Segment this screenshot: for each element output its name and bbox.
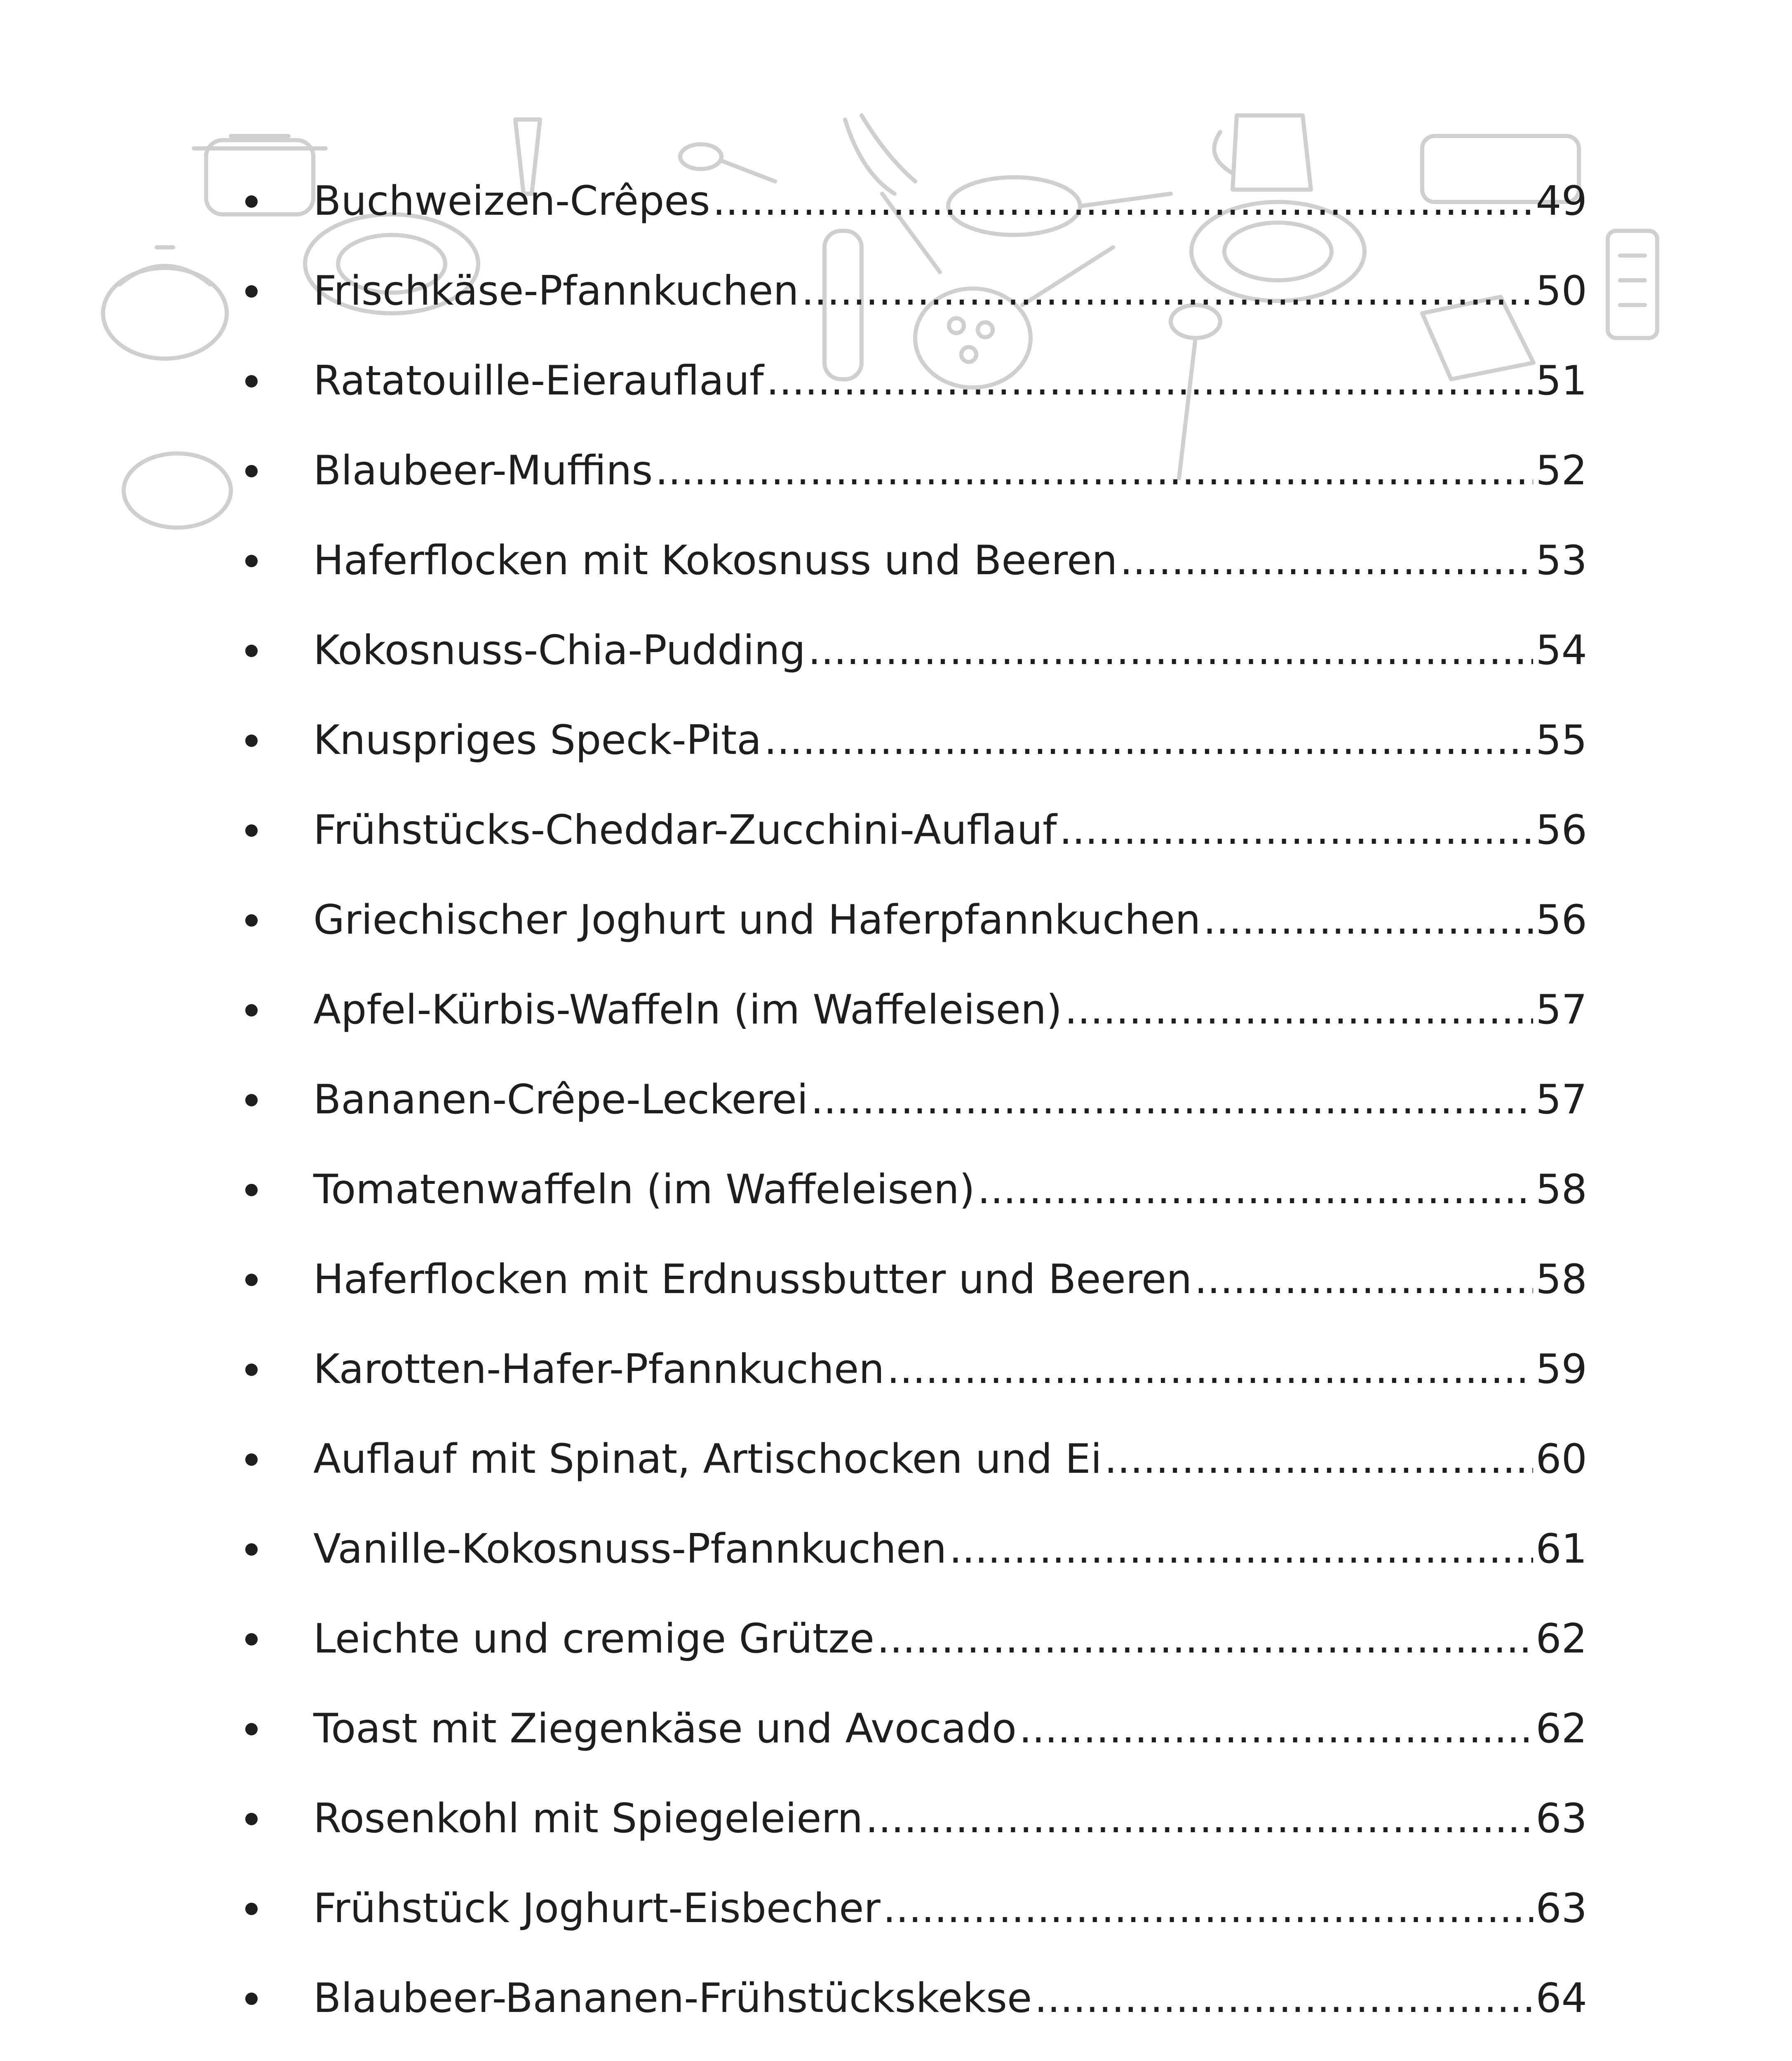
toc-entry[interactable] [231,606,1587,696]
toc-entry-line [313,1795,1587,1843]
dot-leader [764,716,1533,765]
toc-entry-title: Blaubeer-Bananen-Frühstückskekse [313,1975,1032,2022]
bullet-icon [245,375,258,387]
toc-page-number: 63 [1536,1795,1587,1843]
toc-entry[interactable] [231,1415,1587,1505]
bullet-icon [245,1364,258,1376]
toc-entry-title: Buchweizen-Crêpes [313,178,710,225]
toc-entry-line [313,1885,1587,1933]
toc-entry[interactable] [231,1235,1587,1325]
bullet-icon [245,824,258,837]
bullet-icon [245,1543,258,1556]
bullet-icon [245,645,258,657]
toc-entry-line [313,1705,1587,1753]
toc-entry-line [313,447,1587,495]
toc-page-number: 62 [1536,1705,1587,1753]
toc-entry[interactable] [231,1684,1587,1774]
toc-entry-title: Knuspriges Speck-Pita [313,717,762,764]
toc-entry[interactable] [231,1055,1587,1145]
toc-entry-title: Bananen-Crêpe-Leckerei [313,1076,808,1124]
bullet-icon [245,735,258,747]
bullet-icon [245,285,258,298]
toc-entry-line [313,806,1587,855]
dot-leader [808,627,1533,675]
dot-leader [655,447,1533,495]
toc-entry-title: Tomatenwaffeln (im Waffeleisen) [313,1166,975,1214]
dot-leader [977,1166,1533,1214]
toc-entry-title: Apfel-Kürbis-Waffeln (im Waffeleisen) [313,986,1062,1034]
toc-entry-line [313,1256,1587,1304]
toc-entry[interactable] [231,786,1587,876]
toc-entry-line [313,357,1587,406]
toc-entry[interactable] [231,516,1587,606]
toc-entry-line [313,1345,1587,1394]
toc-page-number: 62 [1536,1615,1587,1663]
toc-entry[interactable] [231,876,1587,965]
toc-page-number: 53 [1536,537,1587,584]
toc-page-number: 52 [1536,447,1587,495]
toc-page-number: 64 [1536,1975,1587,2022]
toc-entry[interactable] [231,157,1587,246]
toc-entry[interactable] [231,1864,1587,1954]
toc-entry-title: Frühstücks-Cheddar-Zucchini-Auflauf [313,807,1057,854]
toc-entry-title: Haferflocken mit Kokosnuss und Beeren [313,537,1118,584]
toc-page-number: 54 [1536,627,1587,674]
toc-entry-title: Griechischer Joghurt und Haferpfannkuchen [313,897,1201,944]
bullet-icon [245,1993,258,2005]
toc-page-number: 56 [1536,807,1587,854]
toc-entry[interactable] [231,1505,1587,1594]
toc-entry-line [313,627,1587,675]
toc-entry-title: Frühstück Joghurt-Eisbecher [313,1885,881,1932]
dot-leader [877,1615,1533,1664]
dot-leader [865,1795,1533,1843]
dot-leader [1104,1435,1533,1484]
toc-entry[interactable] [231,1774,1587,1864]
toc-page-number: 50 [1536,268,1587,315]
dot-leader [949,1525,1533,1574]
toc-entry-title: Vanille-Kokosnuss-Pfannkuchen [313,1526,947,1573]
toc-entry-title: Toast mit Ziegenkäse und Avocado [313,1705,1017,1753]
toc-entry[interactable] [231,336,1587,426]
toc-page-number: 58 [1536,1166,1587,1214]
bullet-icon [245,1094,258,1106]
toc-entry-title: Karotten-Hafer-Pfannkuchen [313,1346,885,1393]
toc-page-number: 60 [1536,1436,1587,1483]
dot-leader [801,267,1534,316]
dot-leader [1194,1256,1533,1304]
toc-entry[interactable] [231,696,1587,786]
toc-entry[interactable] [231,2044,1587,2061]
lidded-pot-icon [103,247,227,359]
toc-entry-line [313,716,1587,765]
toc-entry-line [313,1076,1587,1124]
table-of-contents [231,157,1587,2061]
dot-leader [766,357,1534,406]
dot-leader [713,177,1534,226]
toc-entry-line [313,267,1587,316]
bullet-icon [245,465,258,477]
toc-page-number: 49 [1536,178,1587,225]
toc-page-number: 51 [1536,357,1587,405]
bullet-icon [245,1453,258,1466]
toc-page-number: 56 [1536,897,1587,944]
toc-entry-line [313,896,1587,945]
toc-entry-line [313,1166,1587,1214]
toc-entry-title: Blaubeer-Muffins [313,447,653,495]
dot-leader [887,1345,1533,1394]
toc-entry[interactable] [231,1145,1587,1235]
bullet-icon [245,195,258,208]
bullet-icon [245,1274,258,1286]
bullet-icon [245,1004,258,1016]
bullet-icon [245,914,258,927]
toc-page-number: 59 [1536,1346,1587,1393]
toc-entry[interactable] [231,1594,1587,1684]
toc-entry[interactable] [231,1325,1587,1415]
toc-page-number: 55 [1536,717,1587,764]
toc-page-number: 63 [1536,1885,1587,1932]
bullet-icon [245,1184,258,1196]
dot-leader [1059,806,1534,855]
toc-entry-title: Frischkäse-Pfannkuchen [313,268,799,315]
toc-entry-title: Haferflocken mit Erdnussbutter und Beeren [313,1256,1192,1303]
dot-leader [1034,1974,1533,2023]
toc-entry[interactable] [231,1954,1587,2044]
toc-entry-line [313,1615,1587,1664]
toc-page-number: 57 [1536,986,1587,1034]
dot-leader [1120,537,1534,585]
bullet-icon [245,555,258,567]
toc-entry[interactable] [231,426,1587,516]
bullet-icon [245,1633,258,1646]
dot-leader [1019,1705,1533,1753]
dot-leader [883,1885,1534,1933]
toc-entry[interactable] [231,965,1587,1055]
toc-entry-title: Rosenkohl mit Spiegeleiern [313,1795,863,1843]
grater-icon [1608,231,1657,338]
dot-leader [1064,986,1533,1035]
toc-entry-title: Leichte und cremige Grütze [313,1615,874,1663]
bullet-icon [245,1813,258,1825]
toc-entry-title: Auflauf mit Spinat, Artischocken und Ei [313,1436,1102,1483]
toc-entry-title: Ratatouille-Eierauflauf [313,357,764,405]
toc-page-number: 57 [1536,1076,1587,1124]
toc-entry-line [313,1525,1587,1574]
toc-entry-line [313,1974,1587,2023]
bullet-icon [245,1903,258,1915]
plate-icon [124,453,231,528]
toc-entry-line [313,1435,1587,1484]
dot-leader [810,1076,1533,1124]
toc-entry[interactable] [231,246,1587,336]
toc-entry-line [313,177,1587,226]
toc-page-number: 58 [1536,1256,1587,1303]
toc-entry-line [313,986,1587,1035]
toc-entry-title: Kokosnuss-Chia-Pudding [313,627,806,674]
toc-entry-line [313,537,1587,585]
toc-page-number: 61 [1536,1526,1587,1573]
bullet-icon [245,1723,258,1735]
dot-leader [1203,896,1534,945]
